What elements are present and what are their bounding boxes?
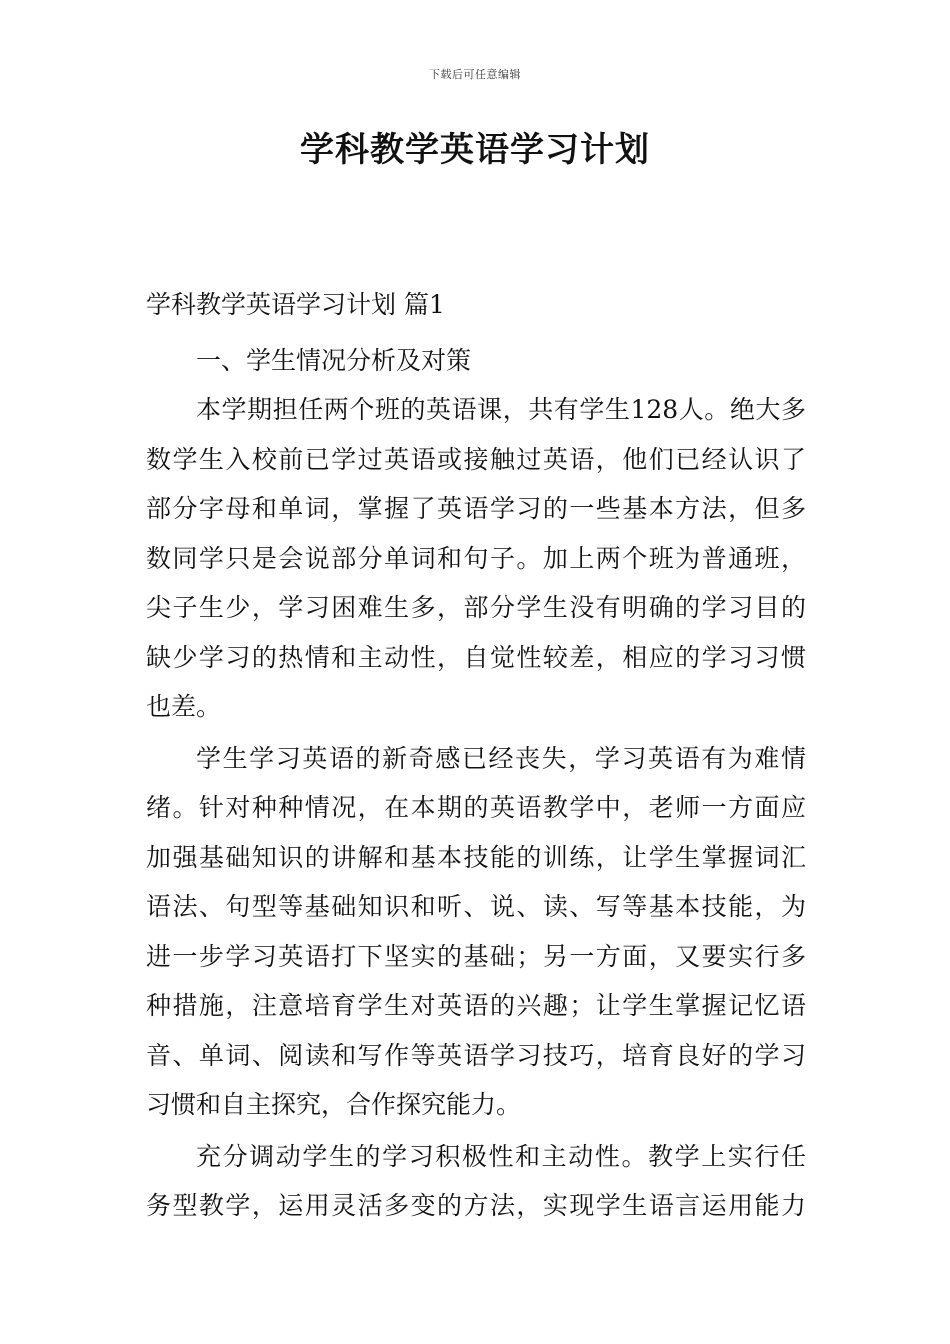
- paragraph-line: 绪。针对种种情况，在本期的英语教学中，老师一方面应: [146, 793, 806, 822]
- paragraph-line: 习惯和自主探究，合作探究能力。: [146, 1090, 522, 1119]
- paragraph-line: 数同学只是会说部分单词和句子。加上两个班为普通班，: [146, 543, 806, 573]
- header-note: 下载后可任意编辑: [429, 68, 521, 81]
- section-title: 学科教学英语学习计划 篇1: [146, 290, 445, 319]
- paragraph-line: 部分字母和单词，掌握了英语学习的一些基本方法，但多: [146, 494, 806, 523]
- paragraph-2: [146, 734, 806, 1130]
- paragraph-line: 加强基础知识的讲解和基本技能的训练，让学生掌握词汇: [146, 842, 806, 872]
- document-title: 学科教学英语学习计划: [300, 130, 650, 170]
- paragraph-line: 音、单词、阅读和写作等英语学习技巧，培育良好的学习: [146, 1040, 806, 1070]
- paragraph-line: 也差。: [146, 692, 222, 721]
- paragraph-1: [146, 385, 806, 732]
- paragraph-line: 学生学习英语的新奇感已经丧失，学习英语有为难情: [196, 743, 806, 773]
- paragraph-line: 语法、句型等基础知识和听、说、读、写等基本技能，为: [146, 892, 806, 921]
- paragraph-line: 尖子生少，学习困难生多，部分学生没有明确的学习目的: [146, 593, 806, 622]
- paragraph-line: 数学生入校前已学过英语或接触过英语，他们已经认识了: [146, 444, 806, 474]
- document-body: [146, 280, 806, 1233]
- sub-heading: 一、学生情况分析及对策: [196, 345, 472, 375]
- paragraph-line: 务型教学，运用灵活多变的方法，实现学生语言运用能力: [146, 1191, 806, 1220]
- paragraph-line: 种措施，注意培育学生对英语的兴趣；让学生掌握记忆语: [146, 991, 806, 1020]
- paragraph-line: 缺少学习的热情和主动性，自觉性较差，相应的学习习惯: [146, 642, 806, 672]
- paragraph-3: [146, 1132, 806, 1231]
- paragraph-line: 充分调动学生的学习积极性和主动性。教学上实行任: [196, 1141, 806, 1171]
- paragraph-line: 本学期担任两个班的英语课，共有学生128人。绝大多: [196, 395, 806, 424]
- paragraph-line: 进一步学习英语打下坚实的基础；另一方面，又要实行多: [146, 941, 806, 971]
